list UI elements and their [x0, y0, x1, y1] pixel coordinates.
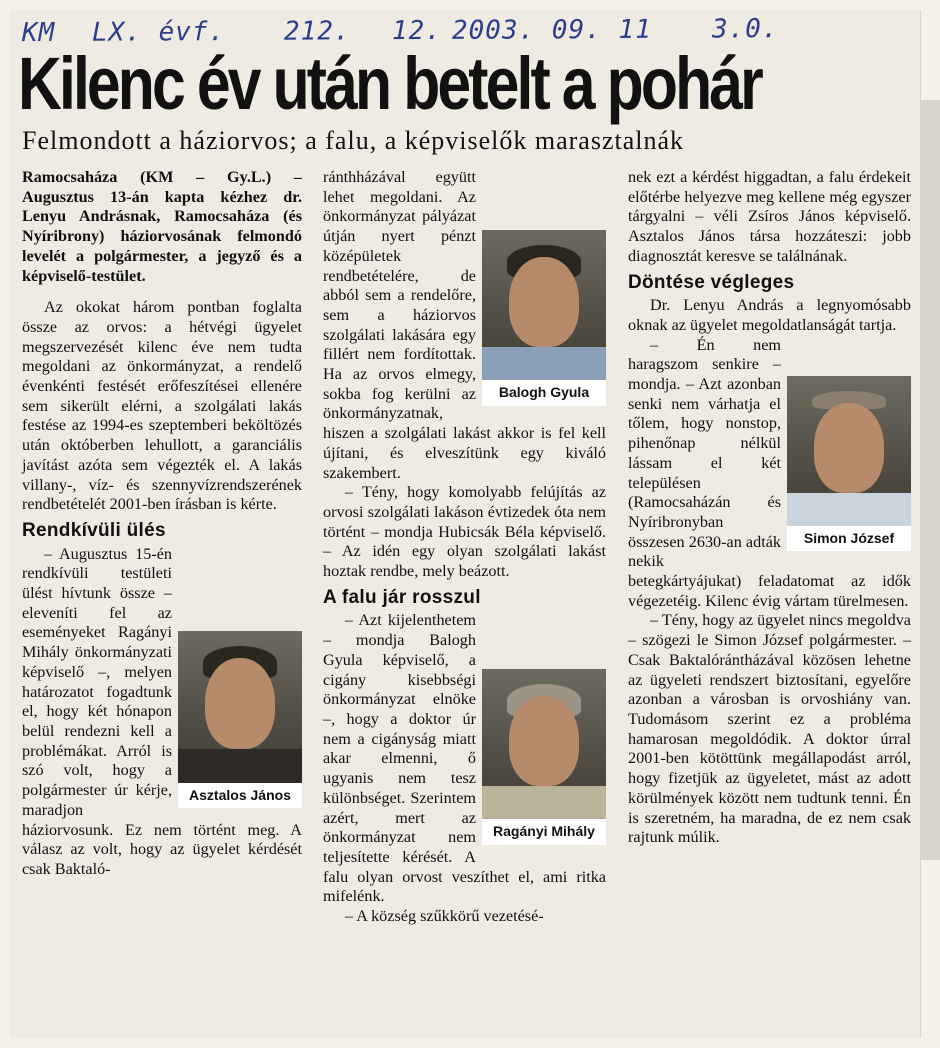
portrait-image	[178, 631, 302, 783]
hand-mark: 3.0.	[711, 14, 779, 45]
subheading-rendkivuli-ules: Rendkívüli ülés	[22, 519, 166, 541]
paragraph: – Augusztus 15-én rendkívüli testületi ülést hívtunk össze – eleveníti fel az eseményeket Ragányi Mihály önkormányzati képviselő –, melyen határozatot fogadtunk el, hogy két hónapon belül rendezni kell a problémákat. Arról is szó volt, hogy a polgármester úr kérje, maradjon háziorvosunk. Ez nem történt meg. A válasz az volt, hogy az ügyelet kérdését csak Baktaló-	[22, 544, 302, 878]
paragraph: ránthházával együtt lehet megoldani. Az önkormányzat pályázat útján nyert pénzt középületek rendbetételére, de abból sem a rendelőre, sem a háziorvos szolgálati lakására egy fillért nem fordítottak. Ha az orvos elmegy, sokba fog kerülni az önkormányzatnak, hiszen a szolgálati lakást akkor is fel kell újítani, és elveszítünk egy kiváló szakembert.	[323, 168, 606, 482]
photo-caption: Asztalos János	[189, 786, 291, 803]
subheading-dontese-vegleges: Döntése végleges	[628, 271, 795, 293]
photo-raganyi-mihaly	[482, 669, 606, 845]
paragraph: Dr. Lenyu András a legnyomósabb oknak az ügyelet megoldatlanságát tartja.	[628, 296, 911, 334]
scan-edge	[920, 100, 940, 860]
subheadline: Felmondott a háziorvos; a falu, a képviselők marasztalnák	[22, 126, 685, 155]
hand-issue: 212.	[283, 16, 351, 47]
headline: Kilenc év után betelt a pohár	[18, 42, 761, 125]
photo-caption: Balogh Gyula	[498, 384, 590, 400]
portrait-image	[787, 376, 911, 526]
column-3	[628, 168, 911, 848]
hand-date: 2003. 09. 11	[451, 14, 652, 46]
hand-km: KM	[21, 17, 56, 49]
lead-text: (KM – Gy.L.) – Augusztus 13-án kapta kézhez dr. Lenyu Andrásnak, Ramocsaháza (és Nyíribrony) háziorvosának felmondó levelét a polgármester, a jegyző és a képviselő-testület.	[22, 168, 303, 285]
photo-caption: Ragányi Mihály	[493, 823, 595, 840]
paragraph: Az okokat három pontban foglalta össze az orvos: a hétvégi ügyelet megszervezését kilenc éve nem tudta megoldani az önkormányzat, a rendelő évenkénti festését erőfeszítései ellenére sem sikerült elérni, a szolgálati lakás festése az 1994-es szeptemberi beköltözés után októberben lehullott, a garanciális javítást azóta sem végezték el. A lakás villany-, víz- és szennyvízrendszerének rendbetételét 2001-ben írásban is kérte.	[22, 298, 302, 514]
paragraph: – A község szűkkörű vezetésé-	[345, 907, 544, 926]
portrait-image	[482, 230, 606, 380]
paragraph: – Tény, hogy komolyabb felújítás az orvosi szolgálati lakáson évtizedek óta nem történt – mondja Hubicsák Béla képviselő. – Az idén egy olyan szolgálati lakást hoztak rendbe, mely beázott.	[323, 483, 606, 581]
paragraph: nek ezt a kérdést higgadtan, a falu érdekeit előtérbe helyezve meg kellene még egyszer tárgyalni – véli Zsíros János képviselő. Asztalos János társa hozzáteszi: jobb diagnosztát keresve se találnának.	[628, 168, 911, 265]
photo-caption: Simon József	[803, 529, 895, 546]
portrait-image	[482, 669, 606, 819]
column-2	[323, 168, 606, 927]
lead-paragraph	[22, 168, 302, 286]
subheading-a-falu-jar-rosszul: A falu jár rosszul	[323, 586, 481, 608]
dateline-place: Ramocsaháza	[22, 168, 118, 186]
hand-volume: LX. évf.	[91, 17, 226, 48]
photo-simon-jozsef	[787, 376, 911, 552]
paragraph: – Tény, hogy az ügyelet nincs megoldva – szögezi le Simon József polgármester. – Csak Baktalórántházával közösen lehetne az ügyeleti rendszert biztosítani, egyelőre azonban a városban is orvoshiány van. Tudomásom szerint ez a probléma hamarosan megoldódik. A doktor úrral 2001-ben kötöttünk megállapodást arról, hogy fizetjük az ügyeletet, mást az adott körülmények között nem tudtunk tenni. Én is szeretném, ha maradna, de ez nem csak rajtunk múlik.	[628, 611, 911, 847]
photo-asztalos-janos	[178, 631, 302, 809]
photo-balogh-gyula	[482, 230, 606, 406]
column-1	[22, 168, 302, 880]
paragraph: – Azt kijelenthetem – mondja Balogh Gyula képviselő, a cigány kisebbségi önkormányzat elnöke –, hogy a doktor úr nem a cigányság miatt akar elmenni, ő ugyanis nem tesz különbséget. Szerintem azért, mert az önkormányzat nem teljesítette kérését. A falu olyan orvost veszíthet el, ami ritka mifelénk.	[323, 611, 606, 906]
hand-page: 12.	[391, 15, 443, 47]
paragraph: – Én nem haragszom senkire – mondja. – Azt azonban senki nem várhatja el tőlem, hogy nonstop, pihenőnap nélkül lássam el két településen (Ramocsaházán és Nyíribronyban összesen 2630-an adták nekik betegkártyájukat) feladatomat az idők végezetéig. Kilenc évig vártam türelmesen.	[628, 335, 911, 610]
